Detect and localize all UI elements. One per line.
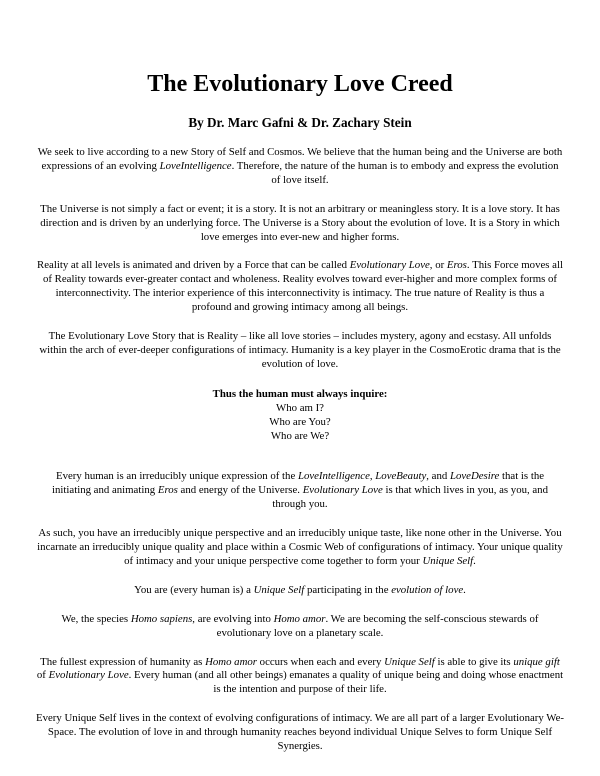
question-1: Who am I? [276, 401, 324, 414]
paragraph-6: As such, you have an irreducibly unique perspective and an irreducibly unique taste, like none other in the Universe. You incarnate an irreducibly unique quality and place within a Cosmic Web of configurations of intimacy. Your unique quality of intimacy and your unique perspective come together to form your Unique Self. [37, 527, 563, 567]
paragraph-3: Reality at all levels is animated and driven by a Force that can be called Evolutionary Love, or Eros. This Force moves all of Reality towards ever-greater contact and wholeness. Reality evolves toward ever-higher and more complex forms of interconnectivity. The interior experience of this interconnectivity is intimacy. The true nature of Reality is thus a profound and growing intimacy among all beings. [37, 259, 563, 314]
paragraph-4: The Evolutionary Love Story that is Reality – like all love stories – includes mystery, agony and ecstasy. All unfolds within the arch of ever-deeper configurations of intimacy. Humanity is a key player in the CosmoErotic drama that is the evolution of love. [39, 330, 561, 370]
paragraph-8: We, the species Homo sapiens, are evolving into Homo amor. We are becoming the self-conscious stewards of evolutionary love on a planetary scale. [61, 612, 539, 639]
paragraph-1: We seek to live according to a new Story of Self and Cosmos. We believe that the human being and the Universe are both expressions of an evolving LoveIntelligence. Therefore, the nature of the human is to embody and express the evolution of love itself. [37, 146, 563, 186]
paragraph-10: Every Unique Self lives in the context of evolving configurations of intimacy. We are all part of a larger Evolutionary We-Space. The evolution of love in and through humanity reaches beyond individual Unique Selves to form Unique Self Synergies. [36, 712, 564, 753]
byline: By Dr. Marc Gafni & Dr. Zachary Stein [188, 115, 412, 130]
inquiry-heading: Thus the human must always inquire: [212, 387, 388, 400]
question-2: Who are You? [269, 415, 331, 428]
paragraph-9: The fullest expression of humanity as Homo amor occurs when each and every Unique Self is able to give its unique gift of Evolutionary Love. Every human (and all other beings) emanates a quality of unique being and doing whose enactment is the intention and purpose of their life. [36, 655, 564, 696]
question-3: Who are We? [270, 429, 330, 442]
paragraph-7: You are (every human is) a Unique Self participating in the evolution of love. [134, 583, 466, 596]
page-title: The Evolutionary Love Creed [147, 71, 453, 97]
paragraph-2: The Universe is not simply a fact or event; it is a story. It is not an arbitrary or meaningless story. It is a love story. It has direction and is driven by an underlying force. The Universe is a Story about the evolution of love. It is a Story in which love emerges into ever-new and higher forms. [40, 202, 560, 243]
paragraph-5: Every human is an irreducibly unique expression of the LoveIntelligence, LoveBeauty, and LoveDesire that is the initiating and animating Eros and energy of the Universe. Evolutionary Love is that which lives in you, as you, and through you. [52, 470, 548, 511]
inquiry-block [36, 388, 564, 444]
